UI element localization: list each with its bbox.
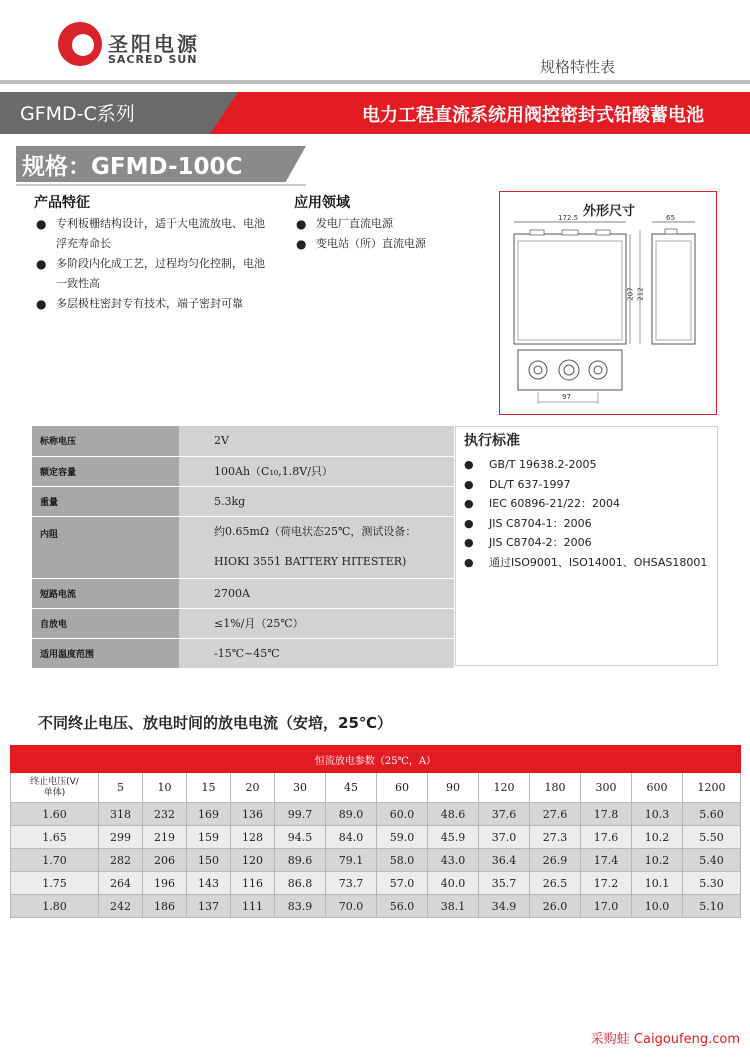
bullet-icon: ● <box>36 297 47 311</box>
current-cell: 17.2 <box>581 872 632 895</box>
spec-key: 重量 <box>32 486 179 516</box>
time-header-cell: 20 <box>231 773 275 803</box>
spec-value: 5.3kg <box>179 486 454 516</box>
table-row <box>32 608 454 638</box>
battery-outline-icon <box>500 192 718 416</box>
current-cell: 136 <box>231 803 275 826</box>
bullet-icon: ● <box>464 497 474 510</box>
table-row <box>32 638 454 668</box>
brand-logo-icon <box>58 22 102 66</box>
spec-key: 自放电 <box>32 608 179 638</box>
dim-height2: 212 <box>636 287 645 301</box>
list-item: ● JIS C8704-2：2006 <box>464 533 707 553</box>
current-cell: 159 <box>187 826 231 849</box>
current-cell: 186 <box>143 895 187 918</box>
standards-list <box>464 455 707 572</box>
voltage-cell: 1.60 <box>11 803 99 826</box>
current-cell: 10.1 <box>632 872 683 895</box>
table-header-row <box>11 746 741 773</box>
current-cell: 34.9 <box>479 895 530 918</box>
spec-key: 标称电压 <box>32 426 179 456</box>
spec-table <box>32 426 454 669</box>
spec-key: 额定容量 <box>32 456 179 486</box>
features-list <box>34 214 274 314</box>
current-cell: 37.6 <box>479 803 530 826</box>
time-header-cell: 5 <box>99 773 143 803</box>
current-cell: 59.0 <box>377 826 428 849</box>
brand-name-cn: 圣阳电源 <box>108 32 200 56</box>
bullet-icon: ● <box>296 237 307 251</box>
dim-depth: 65 <box>666 214 675 222</box>
current-cell: 116 <box>231 872 275 895</box>
standards-panel <box>455 426 718 666</box>
list-item: ● 多层极柱密封专有技术，端子密封可靠 <box>34 294 274 314</box>
current-cell: 242 <box>99 895 143 918</box>
current-cell: 84.0 <box>326 826 377 849</box>
list-item: ● DL/T 637-1997 <box>464 475 707 495</box>
current-cell: 36.4 <box>479 849 530 872</box>
footer-watermark: 采购蛙 Caigoufeng.com <box>590 1032 740 1047</box>
discharge-table <box>10 745 741 918</box>
current-cell: 58.0 <box>377 849 428 872</box>
time-header-cell: 45 <box>326 773 377 803</box>
current-cell: 150 <box>187 849 231 872</box>
list-item: ● 变电站（所）直流电源 <box>294 234 484 254</box>
current-cell: 26.0 <box>530 895 581 918</box>
dim-width: 172.5 <box>558 214 579 222</box>
document-type: 规格特性表 <box>540 58 616 76</box>
discharge-title: 不同终止电压、放电时间的放电电流（安培，25℃） <box>38 714 393 732</box>
standards-title: 执行标准 <box>464 433 520 449</box>
current-cell: 196 <box>143 872 187 895</box>
current-cell: 40.0 <box>428 872 479 895</box>
current-cell: 10.2 <box>632 826 683 849</box>
spec-value: -15℃~45℃ <box>179 638 454 668</box>
current-cell: 99.7 <box>275 803 326 826</box>
current-cell: 17.4 <box>581 849 632 872</box>
table-row <box>11 895 741 918</box>
current-cell: 219 <box>143 826 187 849</box>
bullet-icon: ● <box>296 217 307 231</box>
spec-value: 100Ah（C₁₀,1.8V/只） <box>179 456 454 486</box>
time-header-cell: 90 <box>428 773 479 803</box>
current-cell: 27.6 <box>530 803 581 826</box>
time-header-cell: 600 <box>632 773 683 803</box>
dimension-drawing <box>499 191 717 415</box>
current-cell: 299 <box>99 826 143 849</box>
current-cell: 5.40 <box>683 849 741 872</box>
voltage-cell: 1.80 <box>11 895 99 918</box>
title-band <box>0 92 750 134</box>
time-header-cell: 10 <box>143 773 187 803</box>
current-cell: 10.3 <box>632 803 683 826</box>
series-name: GFMD-C系列 <box>20 103 135 125</box>
time-header-cell: 15 <box>187 773 231 803</box>
table-row <box>11 849 741 872</box>
list-item: ● IEC 60896-21/22：2004 <box>464 494 707 514</box>
current-cell: 206 <box>143 849 187 872</box>
bullet-icon: ● <box>464 477 474 491</box>
current-cell: 79.1 <box>326 849 377 872</box>
current-cell: 56.0 <box>377 895 428 918</box>
current-cell: 282 <box>99 849 143 872</box>
current-cell: 10.2 <box>632 849 683 872</box>
table-row <box>11 803 741 826</box>
time-header-cell: 300 <box>581 773 632 803</box>
bullet-icon: ● <box>464 536 474 549</box>
time-header-cell: 1200 <box>683 773 741 803</box>
table-time-row <box>11 773 741 803</box>
bullet-icon: ● <box>464 516 474 530</box>
spec-key: 短路电流 <box>32 578 179 608</box>
time-header-cell: 30 <box>275 773 326 803</box>
bullet-icon: ● <box>464 555 474 569</box>
current-cell: 5.50 <box>683 826 741 849</box>
current-cell: 5.10 <box>683 895 741 918</box>
current-cell: 38.1 <box>428 895 479 918</box>
current-cell: 26.5 <box>530 872 581 895</box>
table-row <box>32 426 454 456</box>
row-label-header: 终止电压(V/ 单体) <box>11 773 99 803</box>
list-item: ● GB/T 19638.2-2005 <box>464 455 707 475</box>
brand-name-en: SACRED SUN <box>108 53 198 66</box>
table-row <box>32 578 454 608</box>
features-title: 产品特征 <box>34 195 90 211</box>
current-cell: 86.8 <box>275 872 326 895</box>
current-cell: 17.6 <box>581 826 632 849</box>
voltage-cell: 1.65 <box>11 826 99 849</box>
current-cell: 5.30 <box>683 872 741 895</box>
table-row <box>32 486 454 516</box>
current-cell: 43.0 <box>428 849 479 872</box>
dim-terminal: 97 <box>562 393 571 401</box>
list-item: ● JIS C8704-1：2006 <box>464 514 707 534</box>
spec-key: 适用温度范围 <box>32 638 179 668</box>
time-header-cell: 120 <box>479 773 530 803</box>
spec-value: 约0.65mΩ（荷电状态25℃，测试设备： HIOKI 3551 BATTERY HITESTER) <box>179 516 454 578</box>
current-cell: 169 <box>187 803 231 826</box>
spec-key: 内阻 <box>32 516 179 578</box>
current-cell: 89.6 <box>275 849 326 872</box>
applications-list <box>294 214 484 254</box>
current-cell: 318 <box>99 803 143 826</box>
current-cell: 45.9 <box>428 826 479 849</box>
current-cell: 73.7 <box>326 872 377 895</box>
current-cell: 89.0 <box>326 803 377 826</box>
dimension-title: 外形尺寸 <box>582 204 635 219</box>
time-header-cell: 60 <box>377 773 428 803</box>
current-cell: 137 <box>187 895 231 918</box>
table-row <box>32 516 454 578</box>
header-divider <box>0 80 750 84</box>
applications-title: 应用领域 <box>294 195 350 211</box>
current-cell: 57.0 <box>377 872 428 895</box>
list-item: ● 发电厂直流电源 <box>294 214 484 234</box>
table-row <box>11 872 741 895</box>
spec-divider <box>16 184 306 186</box>
bullet-icon: ● <box>36 217 47 231</box>
bullet-icon: ● <box>464 458 474 471</box>
current-cell: 17.0 <box>581 895 632 918</box>
table-row <box>32 456 454 486</box>
current-cell: 120 <box>231 849 275 872</box>
list-item: ● 多阶段内化成工艺，过程均匀化控制，电池一致性高 <box>34 254 274 294</box>
current-cell: 27.3 <box>530 826 581 849</box>
current-cell: 83.9 <box>275 895 326 918</box>
list-item: ● 通过ISO9001、ISO14001、OHSAS18001 <box>464 553 707 573</box>
param-header: 恒流放电参数（25℃，A） <box>11 746 741 773</box>
list-item: ● 专利板栅结构设计，适于大电流放电、电池浮充寿命长 <box>34 214 274 254</box>
current-cell: 37.0 <box>479 826 530 849</box>
current-cell: 48.6 <box>428 803 479 826</box>
current-cell: 128 <box>231 826 275 849</box>
current-cell: 94.5 <box>275 826 326 849</box>
current-cell: 35.7 <box>479 872 530 895</box>
dim-height1: 207 <box>626 287 635 301</box>
bullet-icon: ● <box>36 257 47 271</box>
current-cell: 143 <box>187 872 231 895</box>
spec-value: ≤1%/月（25℃） <box>179 608 454 638</box>
spec-value: 2V <box>179 426 454 456</box>
product-title: 电力工程直流系统用阀控密封式铅酸蓄电池 <box>362 105 704 126</box>
current-cell: 60.0 <box>377 803 428 826</box>
current-cell: 111 <box>231 895 275 918</box>
spec-model: 规格：GFMD-100C <box>22 154 243 180</box>
current-cell: 70.0 <box>326 895 377 918</box>
current-cell: 10.0 <box>632 895 683 918</box>
current-cell: 5.60 <box>683 803 741 826</box>
time-header-cell: 180 <box>530 773 581 803</box>
table-row <box>11 826 741 849</box>
spec-value: 2700A <box>179 578 454 608</box>
voltage-cell: 1.70 <box>11 849 99 872</box>
voltage-cell: 1.75 <box>11 872 99 895</box>
current-cell: 264 <box>99 872 143 895</box>
current-cell: 17.8 <box>581 803 632 826</box>
current-cell: 232 <box>143 803 187 826</box>
current-cell: 26.9 <box>530 849 581 872</box>
